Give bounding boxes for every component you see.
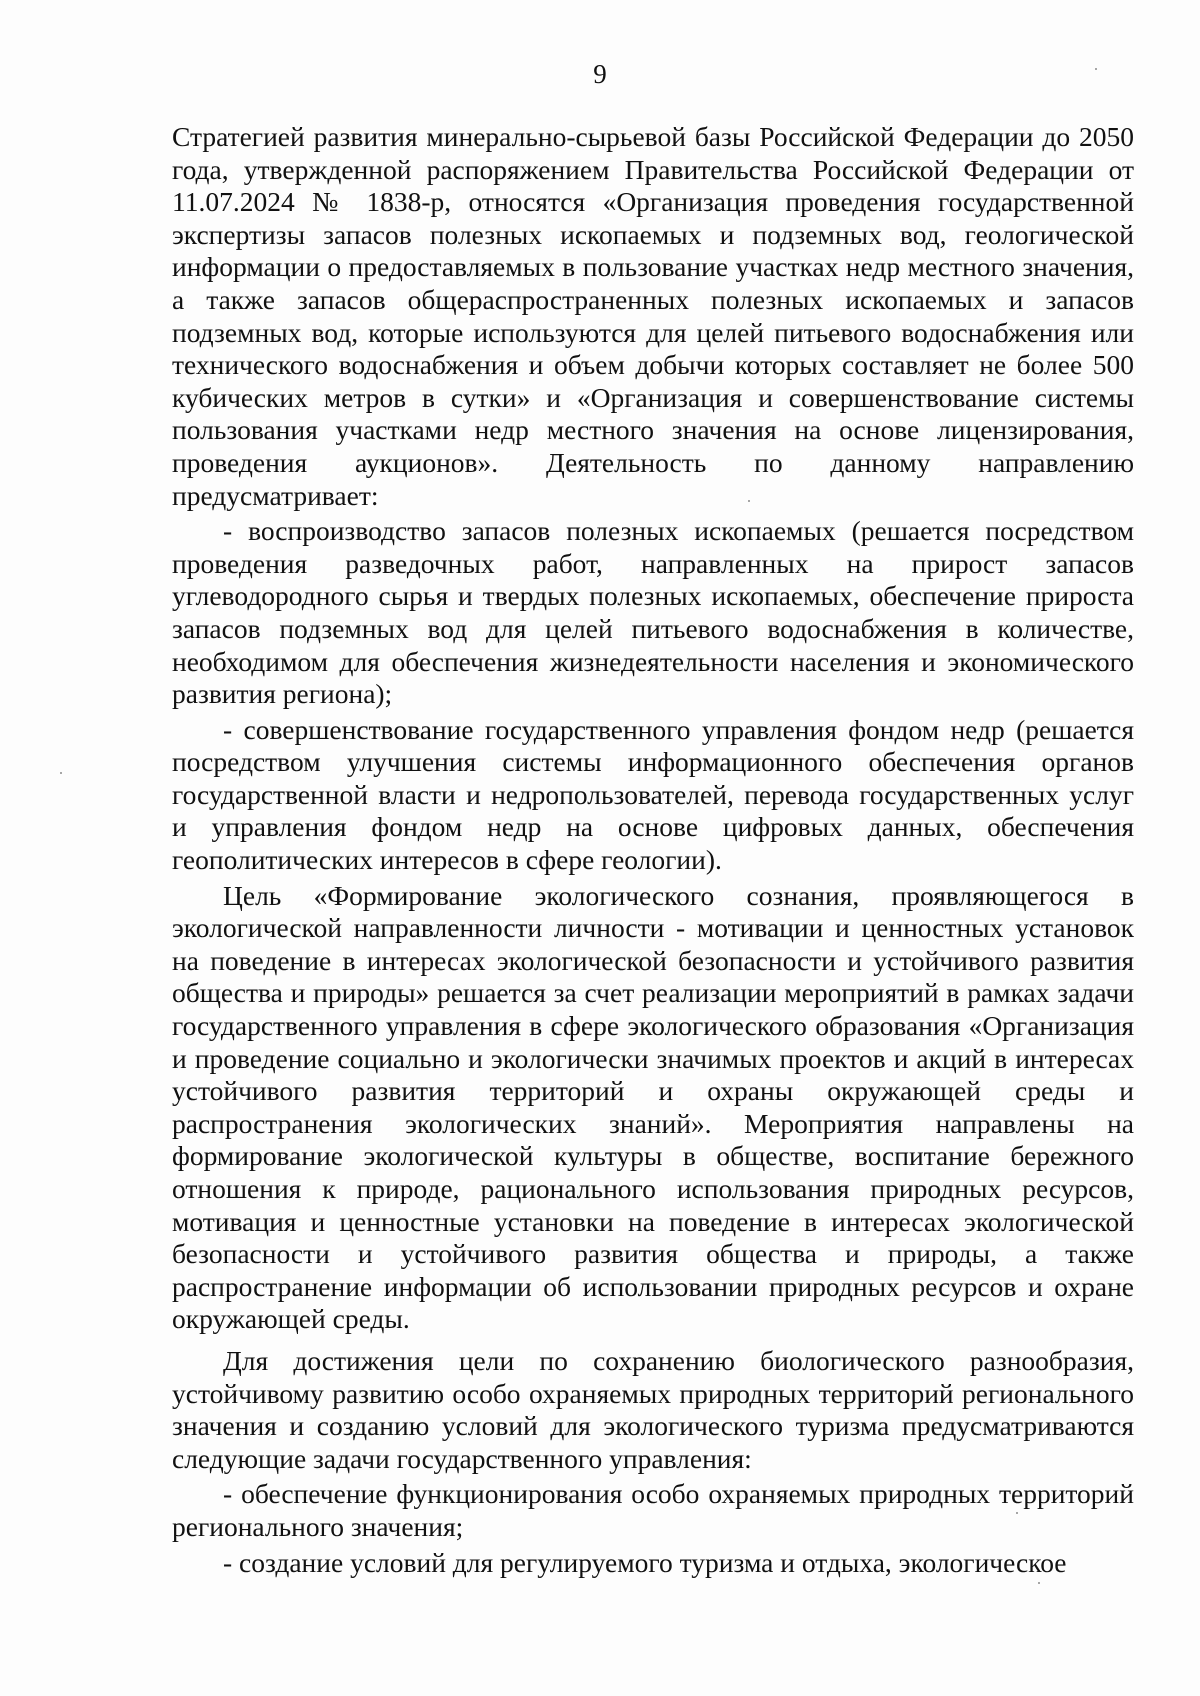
document-body	[172, 121, 1134, 1579]
paragraph-subsoil-management: - совершенствование государственного управления фондом недр (решается посредством улучшения системы информационного обеспечения органов государственной власти и недропользователей, перевода государственных услуг и управления фондом недр на основе цифровых данных, обеспечения геополитических интересов в сфере геологии).	[172, 713, 1134, 876]
page-number: 9	[593, 59, 607, 89]
paragraph-protected-areas: - обеспечение функционирования особо охраняемых природных территорий регионального значения;	[172, 1478, 1134, 1542]
scan-speck	[60, 772, 62, 774]
scan-speck	[1038, 1582, 1040, 1584]
scan-speck	[748, 500, 750, 502]
paragraph-strategy: Стратегией развития минерально-сырьевой базы Российской Федерации до 2050 года, утвержденной распоряжением Правительства Российской Федерации от 11.07.2024 № 1838-р, относятся «Организация проведения государственной экспертизы запасов полезных ископаемых и подземных вод, геологической информации о предоставляемых в пользование участках недр местного значения, а также запасов общераспространенных полезных ископаемых и запасов подземных вод, которые используются для целей питьевого водоснабжения или технического водоснабжения и объем добычи которых составляет не более 500 кубических метров в сутки» и «Организация и совершенствование системы пользования участками недр местного значения на основе лицензирования, проведения аукционов». Деятельность по данному направлению предусматривает:	[172, 121, 1134, 511]
paragraph-tourism: - создание условий для регулируемого туризма и отдыха, экологическое	[223, 1546, 1067, 1578]
paragraph-ecological-awareness: Цель «Формирование экологического сознания, проявляющегося в экологической направленности личности - мотивации и ценностных установок на поведение в интересах экологической безопасности и устойчивого развития общества и природы» решается за счет реализации мероприятий в рамках задачи государственного управления в сфере экологического образования «Организация и проведение социально и экологически значимых проектов и акций в интересах устойчивого развития территорий и охраны окружающей среды и распространения экологических знаний». Мероприятия направлены на формирование экологической культуры в обществе, воспитание бережного отношения к природе, рационального использования природных ресурсов, мотивация и ценностные установки на поведение в интересах экологической безопасности и устойчивого развития общества и природы, а также распространение информации об использовании природных ресурсов и охране окружающей среды.	[172, 879, 1134, 1335]
scan-speck	[1095, 68, 1097, 70]
paragraph-biodiversity-goal: Для достижения цели по сохранению биологического разнообразия, устойчивому развитию особо охраняемых природных территорий регионального значения и созданию условий для экологического туризма предусматриваются следующие задачи государственного управления:	[172, 1344, 1134, 1474]
paragraph-reproduction: - воспроизводство запасов полезных ископаемых (решается посредством проведения разведочных работ, направленных на прирост запасов углеводородного сырья и твердых полезных ископаемых, обеспечение прироста запасов подземных вод для целей питьевого водоснабжения в количестве, необходимом для обеспечения жизнедеятельности населения и экономического развития региона);	[172, 515, 1134, 710]
scan-speck	[1016, 1512, 1018, 1514]
